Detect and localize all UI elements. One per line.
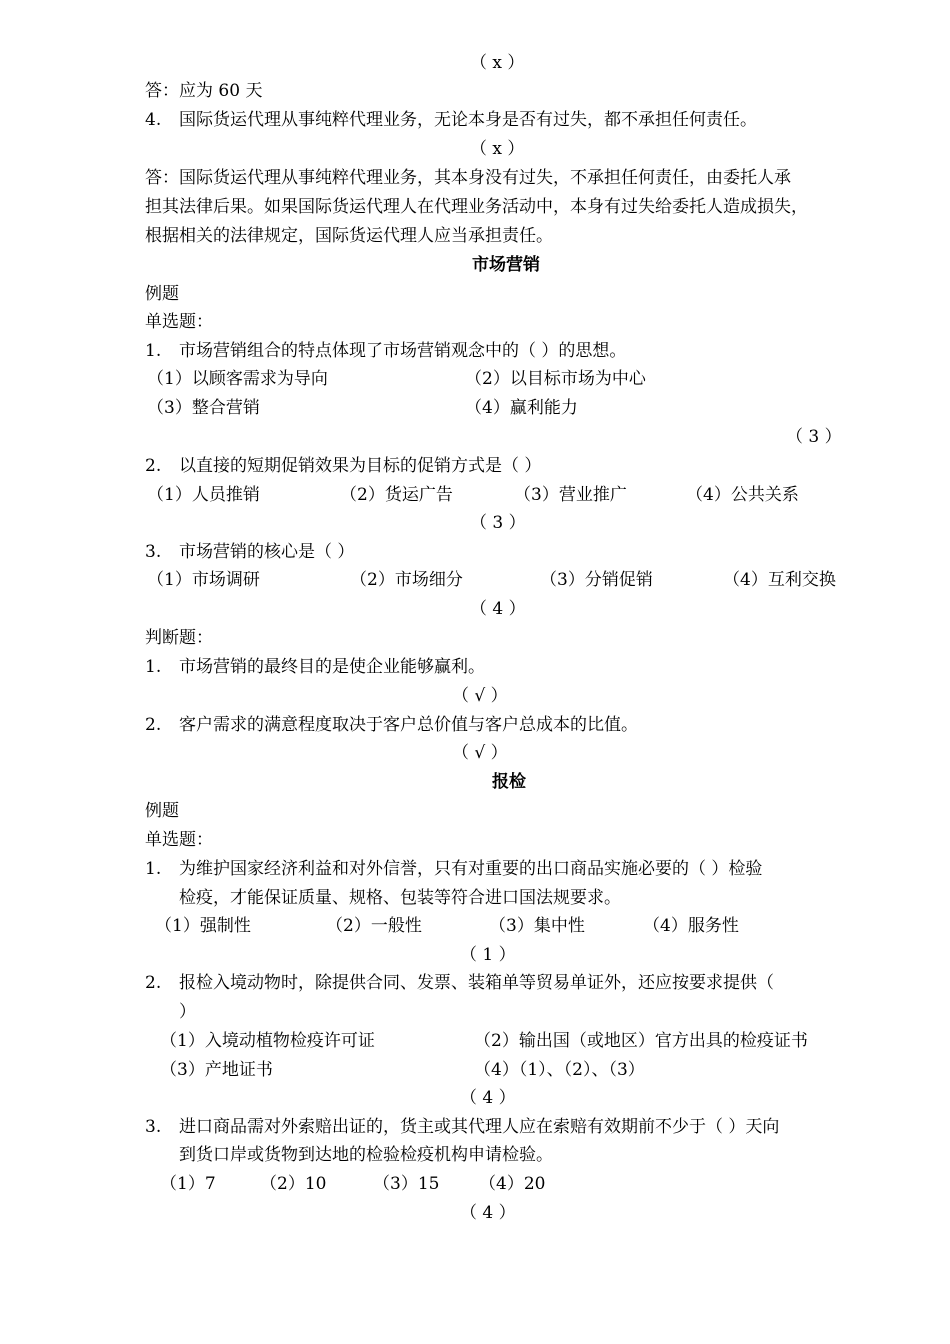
- answer-mark: （ 1 ）: [460, 945, 516, 965]
- label-true-false: 判断题：: [145, 628, 213, 648]
- question-text: 进口商品需对外索赔出证的，货主或其代理人应在索赔有效期前不少于（ ）天向: [179, 1117, 780, 1137]
- question-4: [145, 109, 757, 131]
- label-single-choice: 单选题：: [145, 830, 213, 850]
- question-text: 报检入境动物时，除提供合同、发票、装箱单等贸易单证外，还应按要求提供（: [179, 973, 774, 993]
- question-number: 1.: [145, 859, 162, 879]
- question-text: 国际货运代理从事纯粹代理业务，无论本身是否有过失，都不承担任何责任。: [179, 110, 757, 130]
- question-number: 2.: [145, 456, 162, 476]
- question-number: 4.: [145, 110, 162, 130]
- option: （1）7: [160, 1174, 216, 1194]
- question-text-continued: 到货口岸或货物到达地的检验检疫机构申请检验。: [179, 1145, 553, 1165]
- answer-mark: （ 4 ）: [460, 1088, 516, 1108]
- question-number: 2.: [145, 973, 162, 993]
- answer-mark: （ 4 ）: [470, 599, 526, 619]
- option: （1）人员推销: [147, 485, 260, 505]
- question-text: 市场营销的最终目的是使企业能够赢利。: [179, 657, 485, 677]
- answer-text: 根据相关的法律规定，国际货运代理人应当承担责任。: [145, 226, 553, 246]
- option: （4）（1）、（2）、（3）: [474, 1060, 645, 1080]
- option: （2）货运广告: [340, 485, 453, 505]
- question-number: 1.: [145, 341, 162, 361]
- option: （4）赢利能力: [465, 398, 578, 418]
- question-number: 2.: [145, 715, 162, 735]
- answer-mark: （ x ）: [470, 53, 525, 73]
- option: （1）以顾客需求为导向: [147, 369, 328, 389]
- question-number: 3.: [145, 1117, 162, 1137]
- option: （4）20: [479, 1174, 546, 1194]
- option: （2）市场细分: [350, 570, 463, 590]
- answer-text: 答：应为 60 天: [145, 81, 263, 101]
- option: （1）入境动植物检疫许可证: [160, 1031, 375, 1051]
- option: （4）公共关系: [686, 485, 799, 505]
- section-heading-marketing: 市场营销: [472, 255, 540, 275]
- question-text: 为维护国家经济利益和对外信誉，只有对重要的出口商品实施必要的（ ）检验: [179, 859, 763, 879]
- tf-question-2: [145, 714, 638, 736]
- question-text-continued: 检疫，才能保证质量、规格、包装等符合进口国法规要求。: [179, 888, 621, 908]
- label-examples: 例题: [145, 801, 179, 821]
- question-2: [145, 455, 541, 477]
- question-number: 3.: [145, 542, 162, 562]
- option: （1）强制性: [155, 916, 251, 936]
- question-1: [145, 858, 762, 880]
- question-text: 市场营销的核心是（ ）: [179, 542, 355, 562]
- question-3: [145, 1116, 779, 1138]
- answer-mark: （ √ ）: [452, 743, 508, 763]
- question-text: 市场营销组合的特点体现了市场营销观念中的（ ）的思想。: [179, 341, 627, 361]
- answer-mark: （ 3 ）: [786, 427, 842, 447]
- answer-text: 答：国际货运代理从事纯粹代理业务，其本身没有过失，不承担任何责任，由委托人承: [145, 168, 791, 188]
- option: （4）互利交换: [723, 570, 836, 590]
- question-3: [145, 541, 354, 563]
- label-single-choice: 单选题：: [145, 312, 213, 332]
- section-heading-inspection: 报检: [492, 772, 526, 792]
- question-text: 客户需求的满意程度取决于客户总价值与客户总成本的比值。: [179, 715, 638, 735]
- option: （2）10: [260, 1174, 327, 1194]
- option: （1）市场调研: [147, 570, 260, 590]
- option: （3）营业推广: [514, 485, 627, 505]
- option: （4）服务性: [643, 916, 739, 936]
- option: （3）15: [373, 1174, 440, 1194]
- tf-question-1: [145, 656, 485, 678]
- option: （3）分销促销: [540, 570, 653, 590]
- option: （3）产地证书: [160, 1060, 273, 1080]
- answer-mark: （ 4 ）: [460, 1203, 516, 1223]
- answer-mark: （ √ ）: [452, 686, 508, 706]
- question-text: 以直接的短期促销效果为目标的促销方式是（ ）: [179, 456, 542, 476]
- option: （2）以目标市场为中心: [465, 369, 646, 389]
- answer-text: 担其法律后果。如果国际货运代理人在代理业务活动中，本身有过失给委托人造成损失，: [145, 197, 808, 217]
- option: （2）输出国（或地区）官方出具的检疫证书: [474, 1031, 808, 1051]
- option: （3）整合营销: [147, 398, 260, 418]
- question-1: [145, 340, 626, 362]
- answer-mark: （ x ）: [470, 139, 525, 159]
- answer-mark: （ 3 ）: [470, 513, 526, 533]
- question-2: [145, 972, 774, 994]
- option: （2）一般性: [326, 916, 422, 936]
- question-text-continued: ）: [179, 1002, 196, 1022]
- label-examples: 例题: [145, 284, 179, 304]
- question-number: 1.: [145, 657, 162, 677]
- option: （3）集中性: [489, 916, 585, 936]
